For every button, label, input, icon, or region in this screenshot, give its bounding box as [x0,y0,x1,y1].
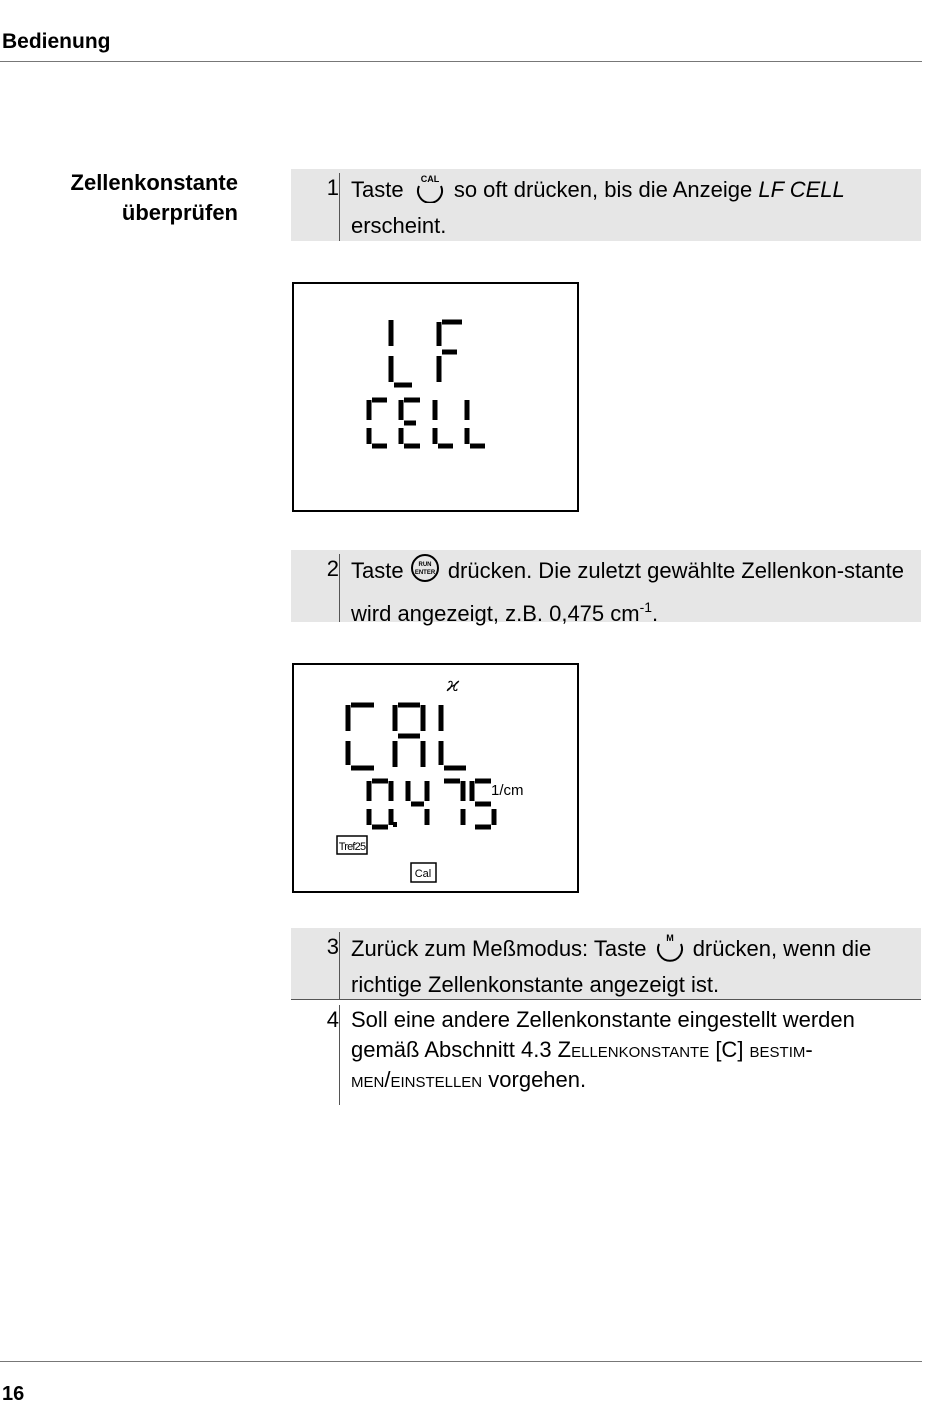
section-heading-line1: Zellenkonstante [70,170,238,195]
page-number: 16 [2,1383,25,1405]
cal-key-icon [410,173,448,211]
conductivity-symbol: ϰ [446,672,460,696]
run-enter-key-icon [410,554,442,592]
step-number: 4 [291,1005,340,1105]
step-4 [291,1001,921,1103]
section-reference: Zellenkonstante [C] bestim-men/einstellen [351,1037,813,1092]
step-1 [291,169,921,241]
step-text: Taste CAL so oft drücken, bis die Anzeige LF CELL erscheint. [351,174,845,238]
header-rule [0,61,922,62]
section-heading [20,168,238,228]
lcd-segments [294,284,581,514]
lcd-display-lf-cell [292,282,579,512]
lcd-display-cal [292,663,579,893]
svg-text:CAL: CAL [420,174,439,184]
step-2 [291,550,921,626]
step-number: 1 [291,173,340,241]
unit-label: 1/cm [491,782,524,799]
step-text: Taste RUN ENTER drücken. Die zuletzt gewählte Zellenkon-stante wird angezeigt, z.B. 0,475 $cm^{-1}$. [351,550,921,629]
running-header: Bedienung [2,30,111,53]
svg-text:ENTER: ENTER [414,570,435,576]
svg-text:RUN: RUN [418,562,432,568]
step-divider [291,999,921,1000]
step-text: Zurück zum Meßmodus: Taste M drücken, wenn die richtige Zellenkonstante angezeigt ist. [351,933,872,997]
lcd-segments [294,665,581,895]
step-text: Soll eine andere Zellenkonstante eingestellt werden gemäß Abschnitt 4.3 Zellenkonstante [C] bestim-men/einstellen vorgehen. [351,1007,855,1092]
cal-indicator: Cal [414,868,432,880]
svg-text:M: M [665,933,674,943]
section-heading-line2: überprüfen [121,200,238,225]
step-number: 3 [291,932,340,1000]
tref-indicator: Tref25 [338,841,366,853]
step-number: 2 [291,554,340,622]
m-key-icon [653,932,687,970]
footer-rule [0,1361,922,1362]
step-3 [291,928,921,1000]
